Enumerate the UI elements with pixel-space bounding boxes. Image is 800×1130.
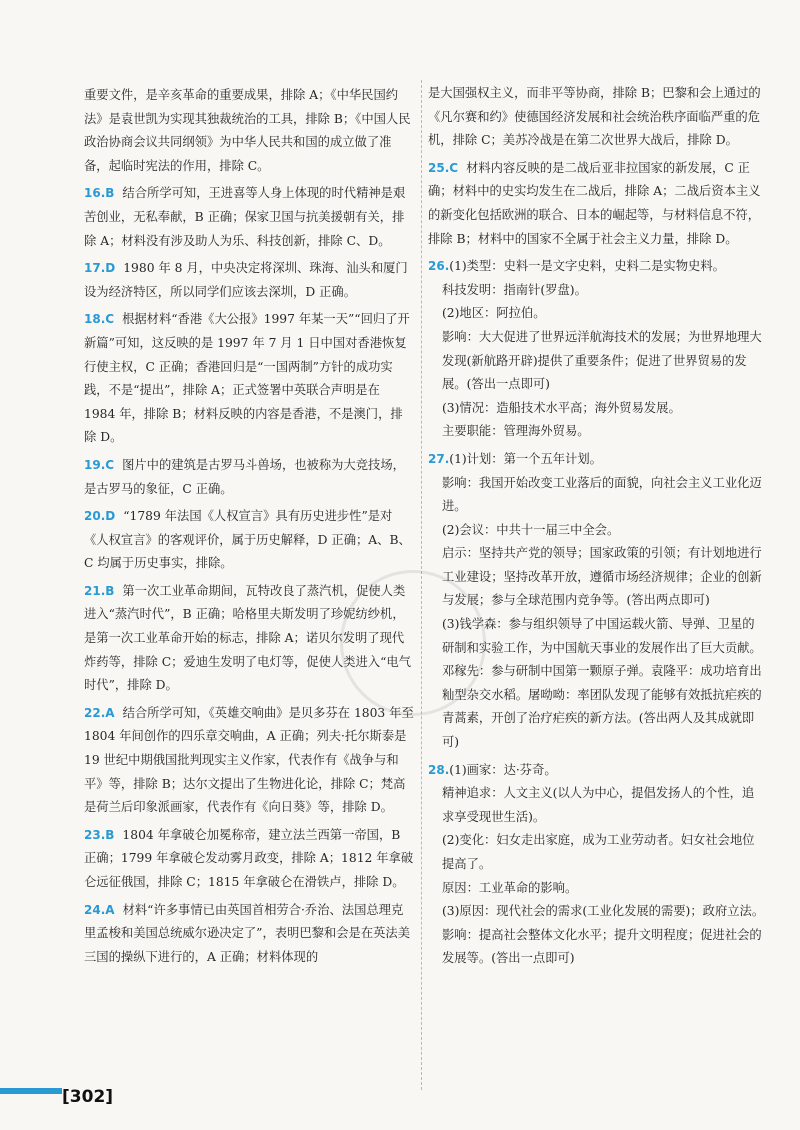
answer-item [428,157,766,251]
explanation-text: 第一次工业革命期间，瓦特改良了蒸汽机，促使人类进入“蒸汽时代”，B 正确；哈格里夫斯发明了珍妮纺纱机，是第一次工业革命开始的标志，排除 A；诺贝尔发明了现代炸药等，排除 C；爱迪生发明了电灯等，促使人类进入“电气时代”，排除 D。 [84,583,412,693]
question-number: 22. [84,705,106,720]
left-column [84,84,414,973]
question-number: 24. [84,902,106,917]
answer-line: (2)变化：妇女走出家庭，成为工业劳动者。妇女社会地位提高了。 [442,833,755,871]
answer-line: 启示：坚持共产党的领导；国家政策的引领；有计划地进行工业建设；坚持改革开放，遵循市场经济规律；企业的创新与发展；参与全球范围内竞争等。(答出两点即可) [442,546,762,608]
explanation-text: 1804 年拿破仑加冕称帝，建立法兰西第一帝国，B 正确；1799 年拿破仑发动雾月政变，排除 A；1812 年拿破仑远征俄国，排除 C；1815 年拿破仑在滑铁卢，排除 D。 [84,827,414,889]
answer-letter: C [449,160,459,175]
question-number: 19. [84,457,106,472]
answer-line: (1)计划：第一个五年计划。 [449,451,602,466]
answer-line: (3)情况：造船技术水平高；海外贸易发展。 [442,400,681,415]
answer-letter: D [105,261,116,276]
question-number: 26. [428,259,450,274]
answer-letter: B [105,827,115,842]
answer-line: 主要职能：管理海外贸易。 [442,424,590,439]
answer-line: (3)原因：现代社会的需求(工业化发展的需要)；政府立法。 [442,904,765,919]
explanation-text: 材料内容反映的是二战后亚非拉国家的新发展，C 正确；材料中的史实均发生在二战后，排除 A；二战后资本主义的新变化包括欧洲的联合、日本的崛起等，与材料信息不符，排除 B；材料中的国家不全属于社会主义力量，排除 D。 [428,160,761,246]
answer-item [428,255,766,444]
answer-line: 影响：提高社会整体文化水平；提升文明程度；促进社会的发展等。(答出一点即可) [442,927,762,966]
right-column [428,82,766,975]
answer-item [84,182,414,253]
answer-line: 影响：大大促进了世界远洋航海技术的发展；为世界地理大发现(新航路开辟)提供了重要条件；促进了世界贸易的发展。(答出一点即可) [442,329,762,392]
answer-item [428,448,766,755]
explanation-text: 结合所学可知，王进喜等人身上体现的时代精神是艰苦创业，无私奉献，B 正确；保家卫国与抗美援朝有关，排除 A；材料没有涉及助人为乐、科技创新，排除 C、D。 [84,186,406,248]
footer-accent-bar [0,1088,62,1094]
answer-item [84,454,414,501]
question-number: 23. [84,827,106,842]
answer-item [84,257,414,304]
answer-line: 科技发明：指南针(罗盘)。 [442,282,587,297]
watermark-seal [340,570,486,716]
page-number: [302] [62,1087,114,1107]
explanation-text: 图片中的建筑是古罗马斗兽场，也被称为大竞技场，是古罗马的象征，C 正确。 [84,457,405,496]
answer-letter: C [105,312,115,327]
answer-letter: B [105,186,115,201]
answer-item [84,702,414,820]
answer-letter: A [105,705,115,720]
answer-line: (3)钱学森：参与组织领导了中国运载火箭、导弹、卫星的研制和实验工作，为中国航天事业的发展作出了巨大贡献。邓稼先：参与研制中国第一颗原子弹。袁隆平：成功培育出籼型杂交水稻。屠呦呦：率团队发现了能够有效抵抗疟疾的青蒿素，开创了治疗疟疾的新方法。(答出两人及其成就即可) [442,617,762,750]
question-number: 18. [84,312,106,327]
question-number: 28. [428,762,450,777]
answer-line: 影响：我国开始改变工业落后的面貌，向社会主义工业化迈进。 [442,475,762,514]
answer-item [84,505,414,576]
explanation-text: 重要文件，是辛亥革命的重要成果，排除 A；《中华民国约法》是袁世凯为实现其独裁统治的工具，排除 B；《中国人民政治协商会议共同纲领》为中华人民共和国的成立做了准备，起临时宪法的作用，排除 C。 [84,88,411,173]
answer-line: 原因：工业革命的影响。 [442,880,578,895]
explanation-text: 是大国强权主义，而非平等协商，排除 B；巴黎和会上通过的《凡尔赛和约》使德国经济发展和社会统治秩序面临严重的危机，排除 C；美苏冷战是在第二次世界大战后，排除 D。 [428,86,761,148]
answer-line: 精神追求：人文主义(以人为中心，提倡发扬人的个性，追求享受现世生活)。 [442,786,755,824]
answer-line: (1)类型：史料一是文字史料，史料二是实物史料。 [449,259,725,274]
explanation-text: 结合所学可知，《英雄交响曲》是贝多芬在 1803 年至 1804 年间创作的四乐章交响曲，A 正确；列夫·托尔斯泰是 19 世纪中期俄国批判现实主义作家，代表作有《战争与和平》等，排除 B；达尔文提出了生物进化论，排除 C；梵高是荷兰后印象派画家，代表作有《向日葵》等，排除 D。 [84,705,414,815]
answer-item [84,84,414,178]
question-number: 20. [84,509,106,524]
answer-line: (1)画家：达·芬奇。 [449,762,557,777]
answer-item [84,308,414,450]
question-number: 21. [84,583,106,598]
answer-line: (2)地区：阿拉伯。 [442,306,546,321]
question-number: 17. [84,261,106,276]
question-number: 25. [428,160,450,175]
question-number: 16. [84,186,106,201]
answer-item [84,899,414,970]
question-number: 27. [428,451,450,466]
answer-letter: A [105,902,115,917]
answer-letter: B [105,583,115,598]
answer-item [84,824,414,895]
answer-line: (2)会议：中共十一届三中全会。 [442,522,620,537]
explanation-text: 1980 年 8 月，中央决定将深圳、珠海、汕头和厦门设为经济特区，所以同学们应该去深圳，D 正确。 [84,261,408,299]
answer-letter: D [105,509,116,524]
explanation-text: 材料“许多事情已由英国首相劳合·乔治、法国总理克里孟梭和美国总统威尔逊决定了”，表明巴黎和会是在英法美三国的操纵下进行的，A 正确；材料体现的 [84,902,411,964]
answer-item [428,82,766,153]
answer-letter: C [105,457,115,472]
explanation-text: 根据材料“香港《大公报》1997 年某一天”“回归了开新篇”可知，这反映的是 1997 年 7 月 1 日中国对香港恢复行使主权，C 正确；香港回归是“一国两制”方针的成功实践，不是“提出”，排除 A；正式签署中英联合声明是在 1984 年，排除 B；材料反映的内容是香港，不是澳门，排除 D。 [84,312,410,445]
explanation-text: “1789 年法国《人权宣言》具有历史进步性”是对《人权宣言》的客观评价，属于历史解释，D 正确；A、B、C 均属于历史事实，排除。 [84,509,411,571]
answer-item [428,759,766,971]
